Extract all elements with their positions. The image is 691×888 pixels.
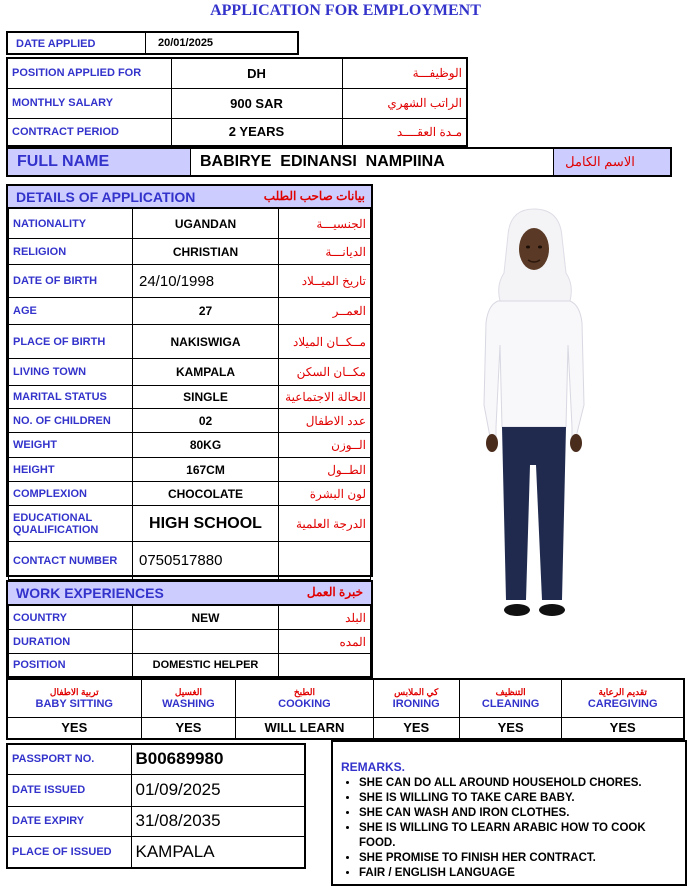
details-label: PLACE OF BIRTH (9, 325, 133, 359)
details-value: 02 (133, 409, 279, 433)
work-row (9, 630, 371, 654)
details-value: HIGH SCHOOL (133, 506, 279, 542)
details-label: EDUCATIONAL QUALIFICATION (9, 506, 133, 542)
details-arabic: الدرجة العلمية (279, 506, 371, 542)
details-row (9, 239, 371, 265)
details-value: NAKISWIGA (133, 325, 279, 359)
details-label: MARITAL STATUS (9, 386, 133, 409)
date-applied-value: 20/01/2025 (158, 37, 214, 49)
work-value: NEW (133, 606, 279, 630)
work-arabic: المده (279, 630, 371, 654)
details-section (6, 184, 373, 577)
details-header-label: DETAILS OF APPLICATION (16, 189, 196, 205)
applicant-photo (470, 205, 600, 630)
position-table (6, 57, 468, 147)
salary-arabic: الراتب الشهري (342, 88, 467, 118)
details-value: SINGLE (133, 386, 279, 409)
full-name-box (6, 147, 672, 177)
remarks-list (341, 776, 681, 881)
skill-value: YES (459, 717, 561, 739)
position-label: POSITION APPLIED FOR (7, 58, 171, 88)
work-label: COUNTRY (9, 606, 133, 630)
details-arabic: مــكــان الميلاد (279, 325, 371, 359)
details-row (9, 298, 371, 325)
work-header-arabic: خبرة العمل (306, 585, 363, 599)
skill-header (141, 679, 236, 717)
details-value: 27 (133, 298, 279, 325)
details-row (9, 482, 371, 506)
contract-value: 2 YEARS (171, 118, 342, 146)
passport-label: DATE EXPIRY (7, 806, 131, 836)
details-arabic: الجنسيـــة (279, 209, 371, 239)
passport-value: B00689980 (131, 744, 305, 774)
passport-row (7, 806, 305, 836)
work-label: DURATION (9, 630, 133, 654)
details-label: NO. OF CHILDREN (9, 409, 133, 433)
skill-header (7, 679, 141, 717)
details-row (9, 506, 371, 542)
details-row (9, 359, 371, 386)
remark-item: • SHE IS WILLING TO TAKE CARE BABY. (359, 791, 681, 806)
remarks-title: REMARKS. (341, 760, 406, 774)
details-value: 24/10/1998 (133, 265, 279, 298)
details-header-arabic: بيانات صاحب الطلب (263, 189, 365, 203)
details-row (9, 409, 371, 433)
salary-value: 900 SAR (171, 88, 342, 118)
details-table (8, 208, 371, 580)
work-table (8, 605, 371, 677)
skill-label: CAREGIVING (587, 697, 658, 710)
details-arabic (279, 542, 371, 580)
details-arabic: الحالة الاجتماعية (279, 386, 371, 409)
details-value: UGANDAN (133, 209, 279, 239)
skill-label: WASHING (162, 697, 215, 710)
passport-label: PLACE OF ISSUED (7, 836, 131, 868)
skill-value: YES (7, 717, 141, 739)
work-value (133, 630, 279, 654)
full-name-value: BABIRYE EDINANSI NAMPIINA (200, 153, 445, 170)
skill-arabic: تقديم الرعاية (598, 686, 647, 697)
date-applied-label: DATE APPLIED (16, 38, 96, 50)
passport-table (6, 743, 306, 869)
skill-header (236, 679, 373, 717)
details-arabic: تاريخ الميــلاد (279, 265, 371, 298)
details-row (9, 386, 371, 409)
work-row (9, 606, 371, 630)
details-label: DATE OF BIRTH (9, 265, 133, 298)
details-arabic: الطــول (279, 458, 371, 482)
details-value: 0750517880 (133, 542, 279, 580)
work-section (6, 580, 373, 678)
details-arabic: الــوزن (279, 433, 371, 458)
work-arabic: البلد (279, 606, 371, 630)
passport-row (7, 836, 305, 868)
passport-row (7, 744, 305, 774)
skill-label: CLEANING (481, 697, 540, 710)
passport-value: KAMPALA (131, 836, 305, 868)
skill-value: YES (141, 717, 236, 739)
passport-label: PASSPORT NO. (7, 744, 131, 774)
details-header (8, 186, 371, 208)
full-name-label: FULL NAME (17, 153, 110, 170)
page-title: APPLICATION FOR EMPLOYMENT (210, 2, 481, 19)
details-value: CHRISTIAN (133, 239, 279, 265)
details-label: LIVING TOWN (9, 359, 133, 386)
details-row (9, 458, 371, 482)
remarks-box (331, 740, 687, 886)
skill-arabic: تربية الاطفال (49, 686, 99, 697)
remark-item: • SHE CAN DO ALL AROUND HOUSEHOLD CHORES. (359, 776, 681, 791)
details-value: CHOCOLATE (133, 482, 279, 506)
details-arabic: الديانـــة (279, 239, 371, 265)
work-row (9, 654, 371, 677)
details-arabic: عدد الاطفال (279, 409, 371, 433)
details-arabic: لون البشرة (279, 482, 371, 506)
contract-label: CONTRACT PERIOD (7, 118, 171, 146)
position-arabic: الوظيفـــة (342, 58, 467, 88)
full-name-arabic: الاسم الكامل (565, 154, 635, 169)
skill-header (562, 679, 684, 717)
skill-arabic: التنظيف (495, 686, 526, 697)
details-value: KAMPALA (133, 359, 279, 386)
skill-label: BABY SITTING (35, 697, 113, 710)
skills-table (6, 678, 685, 740)
skill-label: IRONING (392, 697, 440, 710)
details-label: WEIGHT (9, 433, 133, 458)
details-label: AGE (9, 298, 133, 325)
passport-label: DATE ISSUED (7, 774, 131, 806)
details-row (9, 433, 371, 458)
remark-item: • SHE CAN WASH AND IRON CLOTHES. (359, 806, 681, 821)
details-value: 167CM (133, 458, 279, 482)
details-row (9, 265, 371, 298)
details-label: RELIGION (9, 239, 133, 265)
work-value: DOMESTIC HELPER (133, 654, 279, 677)
details-arabic: العمــر (279, 298, 371, 325)
work-arabic (279, 654, 371, 677)
details-label: COMPLEXION (9, 482, 133, 506)
skill-value: YES (562, 717, 684, 739)
salary-label: MONTHLY SALARY (7, 88, 171, 118)
passport-value: 01/09/2025 (131, 774, 305, 806)
work-header-label: WORK EXPERIENCES (16, 585, 164, 601)
details-value: 80KG (133, 433, 279, 458)
work-label: POSITION (9, 654, 133, 677)
skill-value: WILL LEARN (236, 717, 373, 739)
skill-header (373, 679, 459, 717)
details-label: CONTACT NUMBER (9, 542, 133, 580)
details-row (9, 325, 371, 359)
passport-row (7, 774, 305, 806)
skill-arabic: الغسيل (174, 686, 203, 697)
passport-value: 31/08/2035 (131, 806, 305, 836)
skill-arabic: كي الملابس (394, 686, 439, 697)
contract-arabic: مـدة العقــــد (342, 118, 467, 146)
details-row (9, 542, 371, 580)
work-header (8, 582, 371, 605)
skill-header (459, 679, 561, 717)
skill-label: COOKING (278, 697, 331, 710)
remark-item: • SHE IS WILLING TO LEARN ARABIC HOW TO COOK FOOD. (359, 821, 681, 851)
skill-value: YES (373, 717, 459, 739)
remark-item: • FAIR / ENGLISH LANGUAGE (359, 866, 681, 881)
details-label: NATIONALITY (9, 209, 133, 239)
details-arabic: مكــان السكن (279, 359, 371, 386)
position-value: DH (171, 58, 342, 88)
remark-item: • SHE PROMISE TO FINISH HER CONTRACT. (359, 851, 681, 866)
details-row (9, 209, 371, 239)
skill-arabic: الطبخ (293, 686, 316, 697)
details-label: HEIGHT (9, 458, 133, 482)
date-applied-box (6, 31, 299, 55)
